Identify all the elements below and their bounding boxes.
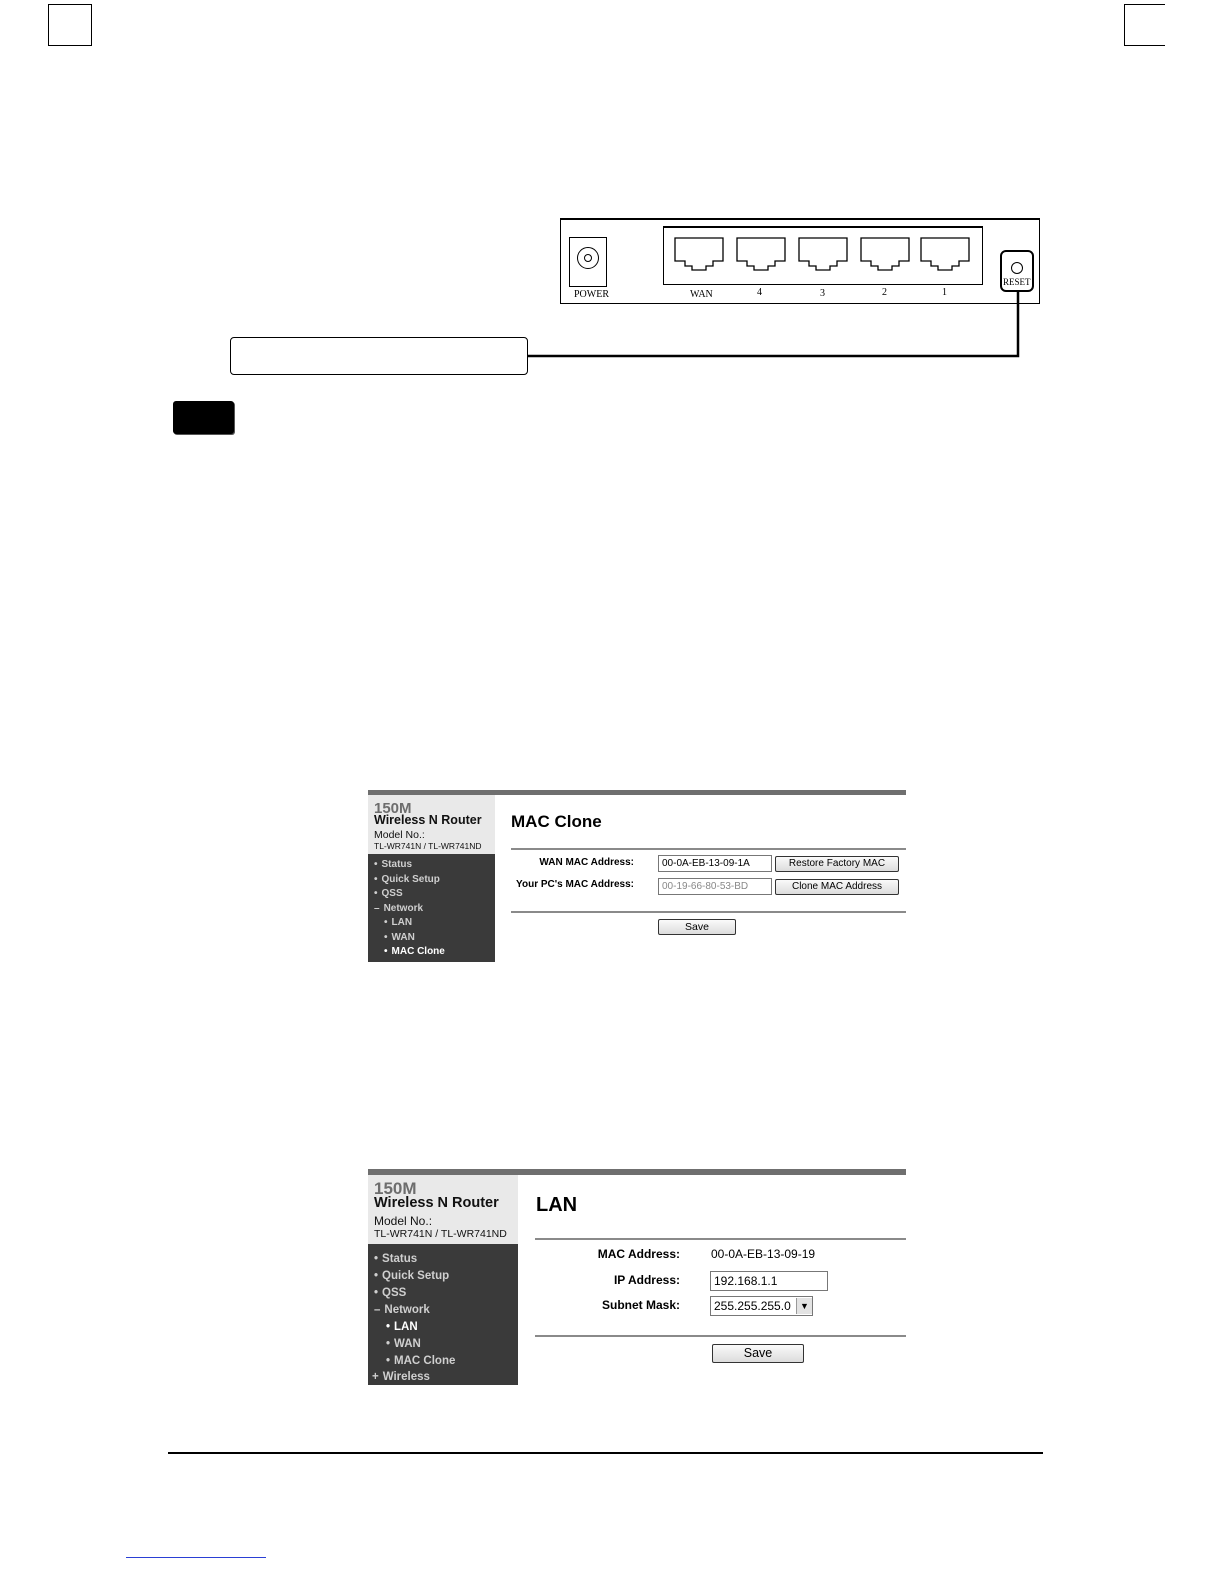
mac-clone-screenshot <box>368 790 906 962</box>
nav-item-network[interactable]: – Network <box>374 903 424 914</box>
ethernet-port-icon <box>920 237 970 271</box>
power-label: POWER <box>574 289 609 300</box>
clone-mac-address-button[interactable]: Clone MAC Address <box>775 879 899 895</box>
brand-model-value: TL-WR741N / TL-WR741ND <box>374 1228 507 1240</box>
nav-item-mac-clone[interactable]: • MAC Clone <box>386 1355 456 1367</box>
nav-item-wireless[interactable]: + Wireless <box>372 1371 430 1383</box>
save-button[interactable]: Save <box>658 919 736 935</box>
nav-item-status[interactable]: • Status <box>374 1253 418 1265</box>
subnet-mask-label: Subnet Mask: <box>601 1298 680 1312</box>
nav-item-qss[interactable]: • QSS <box>374 1287 407 1299</box>
router-brand-panel <box>368 795 495 854</box>
brand-product-name: Wireless N Router <box>374 813 482 827</box>
reset-pinhole-icon <box>1011 262 1023 274</box>
nav-item-wan[interactable]: • WAN <box>384 932 415 943</box>
ethernet-port-icon <box>674 237 724 271</box>
brand-model-label: Model No.: <box>374 829 425 841</box>
brand-150m: 150M <box>374 800 412 817</box>
port-label-wan: WAN <box>690 289 713 300</box>
ethernet-port-icon <box>736 237 786 271</box>
nav-item-mac-clone[interactable]: • MAC Clone <box>384 946 445 957</box>
subnet-mask-value: 255.255.255.0 <box>714 1299 791 1313</box>
crop-mark-top-right <box>1124 4 1165 46</box>
reset-label: RESET <box>1003 277 1031 287</box>
sidebar-nav <box>368 854 495 962</box>
mac-address-value: 00-0A-EB-13-09-19 <box>711 1247 816 1261</box>
port-label-4: 4 <box>757 287 762 298</box>
title-divider <box>511 848 906 850</box>
nav-item-status[interactable]: • Status <box>374 859 413 870</box>
ip-address-label: IP Address: <box>613 1273 680 1287</box>
brand-model-value: TL-WR741N / TL-WR741ND <box>374 841 482 851</box>
pc-mac-label: Your PC's MAC Address: <box>516 879 634 890</box>
restore-factory-mac-button[interactable]: Restore Factory MAC <box>775 856 899 872</box>
ip-address-input[interactable]: 192.168.1.1 <box>710 1271 828 1291</box>
page-title: MAC Clone <box>511 812 602 831</box>
mac-address-label: MAC Address: <box>597 1247 680 1261</box>
brand-150m: 150M <box>374 1179 417 1198</box>
nav-item-lan[interactable]: • LAN <box>384 917 413 928</box>
form-divider <box>535 1335 906 1337</box>
footer-link-underline <box>126 1557 266 1558</box>
reset-callout-box <box>230 337 528 375</box>
port-label-1: 1 <box>942 287 947 298</box>
nav-item-lan[interactable]: • LAN <box>386 1321 418 1333</box>
wan-mac-field[interactable]: 00-0A-EB-13-09-1A <box>658 855 772 872</box>
pc-mac-field: 00-19-66-80-53-BD <box>658 878 772 895</box>
router-brand-panel <box>368 1175 518 1244</box>
page-title: LAN <box>536 1194 578 1216</box>
title-divider <box>535 1238 906 1240</box>
brand-product-name: Wireless N Router <box>374 1195 499 1211</box>
power-jack-pin <box>584 254 592 262</box>
nav-item-quick-setup[interactable]: • Quick Setup <box>374 874 440 885</box>
lan-screenshot <box>368 1169 906 1385</box>
nav-item-network[interactable]: – Network <box>374 1304 430 1316</box>
form-divider <box>511 911 906 913</box>
port-label-2: 2 <box>882 287 887 298</box>
port-label-3: 3 <box>820 288 825 299</box>
chevron-down-icon[interactable]: ▼ <box>796 1298 812 1314</box>
brand-model-label: Model No.: <box>374 1214 433 1228</box>
nav-item-qss[interactable]: • QSS <box>374 888 403 899</box>
nav-item-quick-setup[interactable]: • Quick Setup <box>374 1270 450 1282</box>
reset-callout-connector <box>528 290 1022 360</box>
wan-mac-label: WAN MAC Address: <box>539 857 634 868</box>
ethernet-port-icon <box>798 237 848 271</box>
nav-item-wan[interactable]: • WAN <box>386 1338 421 1350</box>
save-button[interactable]: Save <box>712 1344 804 1363</box>
note-badge <box>173 401 234 434</box>
footer-rule <box>168 1452 1043 1454</box>
sidebar-nav <box>368 1244 518 1385</box>
crop-mark-top-left <box>48 4 92 46</box>
ethernet-port-icon <box>860 237 910 271</box>
